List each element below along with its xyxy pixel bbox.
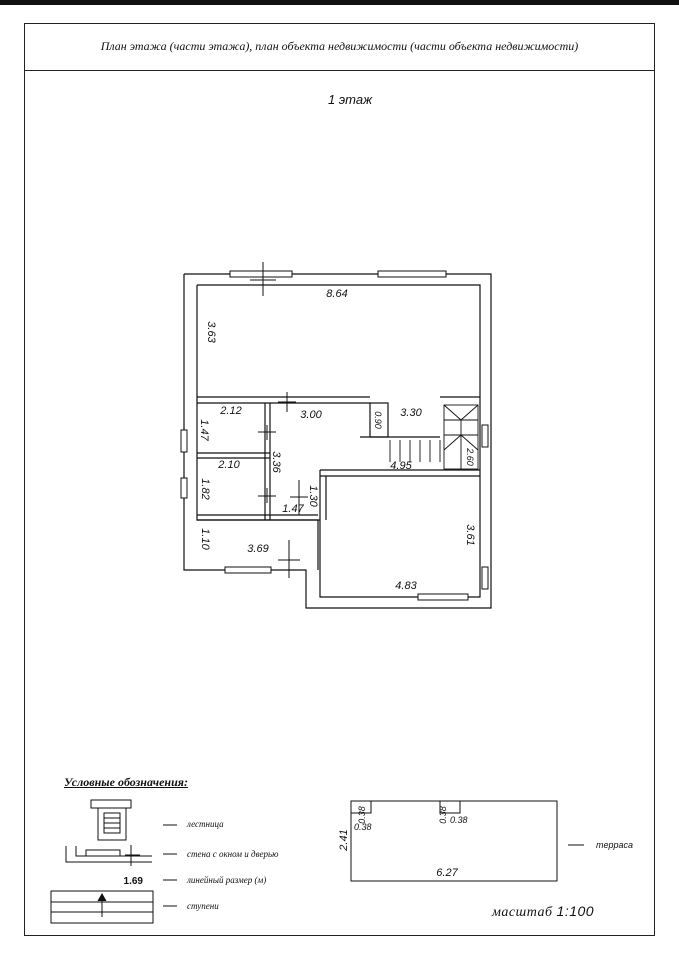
dim-3-00: 3.00 <box>300 409 322 421</box>
dim-3-63: 3.63 <box>205 321 217 343</box>
dim-8-64: 8.64 <box>326 288 348 300</box>
dim-1-47: 1.47 <box>198 419 210 441</box>
dim-3-61: 3.61 <box>464 524 476 546</box>
plan-walls <box>184 274 491 608</box>
legend-steps-symbol <box>51 891 177 923</box>
dim-3-30: 3.30 <box>400 407 422 419</box>
dim-4-95: 4.95 <box>390 460 412 472</box>
terrace-dim-0-38-b: 0.38 <box>354 822 372 832</box>
terrace-dim-2-41: 2.41 <box>338 829 350 851</box>
dim-2-12: 2.12 <box>220 405 242 417</box>
dim-3-36: 3.36 <box>270 451 282 473</box>
legend-stairs-symbol <box>91 800 177 840</box>
terrace-dim-6-27: 6.27 <box>436 867 458 879</box>
dim-1-10: 1.10 <box>199 528 211 550</box>
legend-steps-label: ступени <box>187 901 219 911</box>
dim-2-60: 2.60 <box>465 448 475 466</box>
dim-1-82: 1.82 <box>199 478 211 500</box>
scale-label: масштаб <box>492 905 553 920</box>
terrace-dim-0-38-d: 0.38 <box>450 815 468 825</box>
dim-2-10: 2.10 <box>218 459 240 471</box>
dim-0-90: 0.90 <box>373 411 383 429</box>
dim-1-30: 1.30 <box>307 485 319 507</box>
sheet-title: План этажа (части этажа), план объекта недвижимости (части объекта недвижимости) <box>100 39 579 53</box>
legend-wall-symbol <box>66 845 177 866</box>
legend-linear-sample: 1.69 <box>123 876 143 887</box>
terrace-outline <box>351 801 584 881</box>
dim-4-83: 4.83 <box>395 580 417 592</box>
legend-stairs-label: лестница <box>187 819 224 829</box>
scale-indicator <box>492 903 594 921</box>
legend-linear-label: линейный размер (м) <box>187 875 267 885</box>
scale-value: 1:100 <box>556 903 595 919</box>
legend-title: Условные обозначения: <box>64 775 188 789</box>
legend-wall-label: стена с окном и дверью <box>187 849 279 859</box>
terrace-label: терраса <box>596 840 634 850</box>
terrace-dim-0-38-c: 0.38 <box>438 806 448 824</box>
floor-label: 1 этаж <box>327 92 373 107</box>
dim-3-69: 3.69 <box>247 543 269 555</box>
terrace-dim-0-38-a: 0.38 <box>357 806 367 824</box>
plan-windows <box>181 271 488 600</box>
dim-1-47-b: 1.47 <box>282 503 304 515</box>
